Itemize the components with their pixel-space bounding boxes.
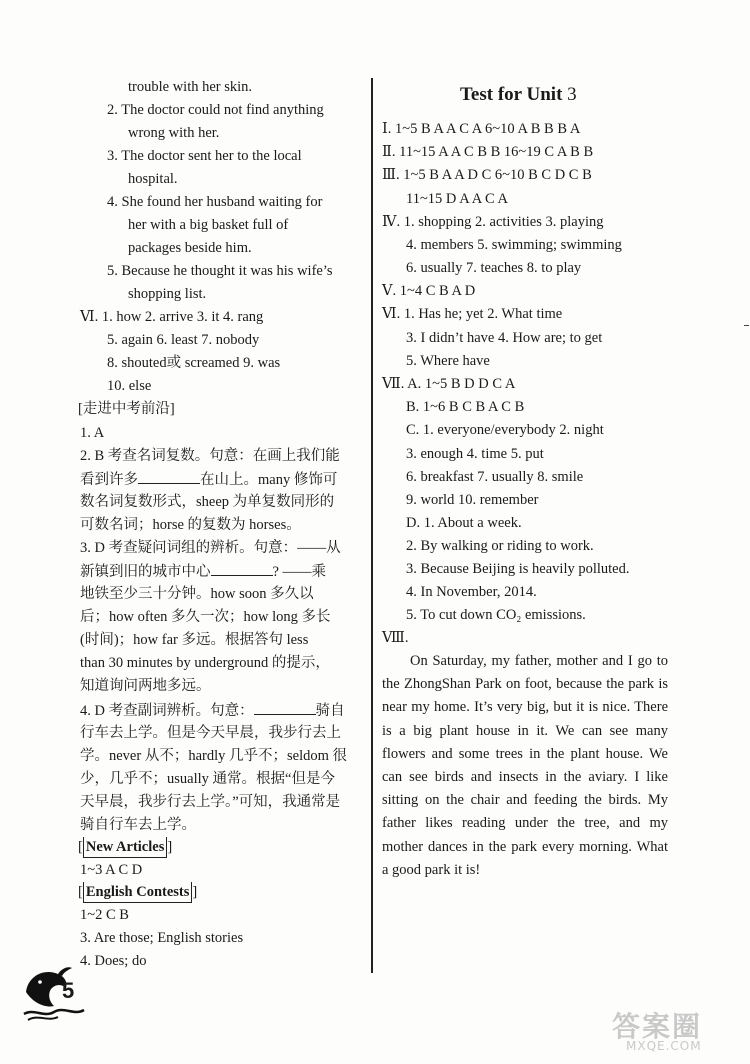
page-title [460,84,577,106]
left-line-4: 3. The doctor sent her to the local [107,148,302,164]
right-line-17: 9. world 10. remember [406,492,539,508]
left-line-21: 3. D 考查疑问词组的辨析。句意：——从 [80,540,341,556]
watermark [612,1005,740,1055]
right-line-2: Ⅱ. 11~15 A A C B B 16~19 C A B B [382,144,594,160]
left-line-19: 数名词复数形式，sheep 为单复数同形的 [80,494,335,510]
left-line-20: 可数名词；horse 的复数为 horses。 [80,517,301,533]
left-line-7: her with a big basket full of [128,217,289,233]
bracket-close: ] [192,884,198,900]
title-text: Test for Unit [460,84,563,105]
right-line-10: 3. I didn’t have 4. How are; to get [406,330,603,346]
right-line-19: 2. By walking or riding to work. [406,538,594,554]
right-line-20: 3. Because Beijing is heavily polluted. [406,561,630,577]
right-line-23: Ⅷ. [382,630,409,646]
left-line-16: 1. A [80,425,105,441]
right-line-15: 3. enough 4. time 5. put [406,446,544,462]
left-line-32: 天早晨，我步行去上学。”可知，我通常是 [80,794,341,810]
boxed-label: English Contests [83,882,193,903]
dolphin-icon [18,962,90,1022]
left-line-13: 8. shouted或 screamed 9. was [107,355,281,371]
bracket-open: [ [78,839,83,855]
watermark-text: 答案圈 [612,1010,703,1043]
bracket-open: [ [78,884,83,900]
composition-paragraph: On Saturday, my father, mother and I go to the ZhongShan Park on foot, because the park is near my home. It’s very big, but it is nice. There is a big plant house in it. We can see many flowers and some trees in the plant house. We can see birds and insects in the aviary. I like sitting on the chair and feeding the birds. My father likes reading under the tree, and my mother dances in the park every morning. What a good park it is! [382,653,668,878]
left-line-28 [80,700,345,721]
boxed-label: New Articles [83,837,168,858]
left-line-29: 行车去上学。但是今天早晨，我步行去上 [80,725,341,741]
left-line-1: trouble with her skin. [128,79,253,95]
left-line-24: 后；how often 多久一次；how long 多长 [80,609,331,625]
left-line-33: 骑自行车去上学。 [80,817,196,833]
right-line-13: B. 1~6 B C B A C B [406,399,525,415]
text-fragment: 4. D 考查副词辨析。句意： [80,703,254,719]
left-line-23: 地铁至少三十分钟。how soon 多久以 [80,586,314,602]
left-line-12: 5. again 6. least 7. nobody [107,332,260,348]
text-fragment: 在山上。many 修饰可 [200,472,338,488]
left-line-8: packages beside him. [128,240,252,256]
left-line-38: 3. Are those; English stories [80,930,244,946]
left-line-3: wrong with her. [128,125,220,141]
right-line-16: 6. breakfast 7. usually 8. smile [406,469,584,485]
left-line-37: 1~2 C B [80,907,129,923]
text-fragment: 新镇到旧的城市中心 [80,564,211,580]
right-line-7: 6. usually 7. teaches 8. to play [406,260,582,276]
answer-blank [254,700,316,715]
section-heading-exam: [走进中考前沿] [78,401,175,417]
column-divider [371,78,373,973]
right-line-9: Ⅵ. 1. Has he; yet 2. What time [382,306,563,322]
left-line-39: 4. Does; do [80,953,147,969]
left-line-2: 2. The doctor could not find anything [107,102,324,118]
right-line-21: 4. In November, 2014. [406,584,537,600]
text-fragment: 看到许多 [80,472,138,488]
right-line-3: Ⅲ. 1~5 B A A D C 6~10 B C D C B [382,167,592,183]
text-fragment: 骑自 [315,703,345,719]
left-line-25: (时间)；how far 多远。根据答句 less [80,632,309,648]
left-line-35: 1~3 A C D [80,862,143,878]
left-line-5: hospital. [128,171,178,187]
right-line-1: Ⅰ. 1~5 B A A C A 6~10 A B B B A [382,121,581,137]
left-line-30: 学。never 从不；hardly 几乎不；seldom 很 [80,748,348,764]
right-line-14: C. 1. everyone/everybody 2. night [406,422,604,438]
right-line-22: 5. To cut down CO₂ emissions. [406,607,586,623]
right-line-11: 5. Where have [406,353,490,369]
left-line-26: than 30 minutes by underground 的提示， [80,655,330,671]
watermark-url: MXQE.COM [626,1039,702,1053]
right-line-18: D. 1. About a week. [406,515,522,531]
right-line-5: Ⅳ. 1. shopping 2. activities 3. playing [382,214,604,230]
left-line-31: 少，几乎不；usually 通常。根据“但是今 [80,771,335,787]
bracket-close: ] [167,839,173,855]
answer-blank [138,469,200,484]
answer-blank [211,561,273,576]
left-line-17: 2. B 考查名词复数。句意：在画上我们能 [80,448,340,464]
left-line-27: 知道询问两地多远。 [80,678,211,694]
right-line-6: 4. members 5. swimming; swimming [406,237,622,253]
margin-tick [744,325,749,326]
right-line-12: Ⅶ. A. 1~5 B D D C A [382,376,516,392]
left-line-14: 10. else [107,378,152,394]
left-line-11: Ⅵ. 1. how 2. arrive 3. it 4. rang [80,309,264,325]
left-line-22 [80,561,326,582]
text-fragment: ? ——乘 [272,564,327,580]
right-line-4: 11~15 D A A C A [406,191,508,207]
left-line-9: 5. Because he thought it was his wife’s [107,263,333,279]
section-heading-english-contests [78,882,197,903]
left-line-10: shopping list. [128,286,207,302]
page-number: 5 [62,978,75,1003]
title-number: 3 [567,84,577,105]
section-heading-new-articles [78,837,172,858]
left-line-18 [80,469,337,490]
left-line-6: 4. She found her husband waiting for [107,194,323,210]
right-line-8: Ⅴ. 1~4 C B A D [382,283,476,299]
